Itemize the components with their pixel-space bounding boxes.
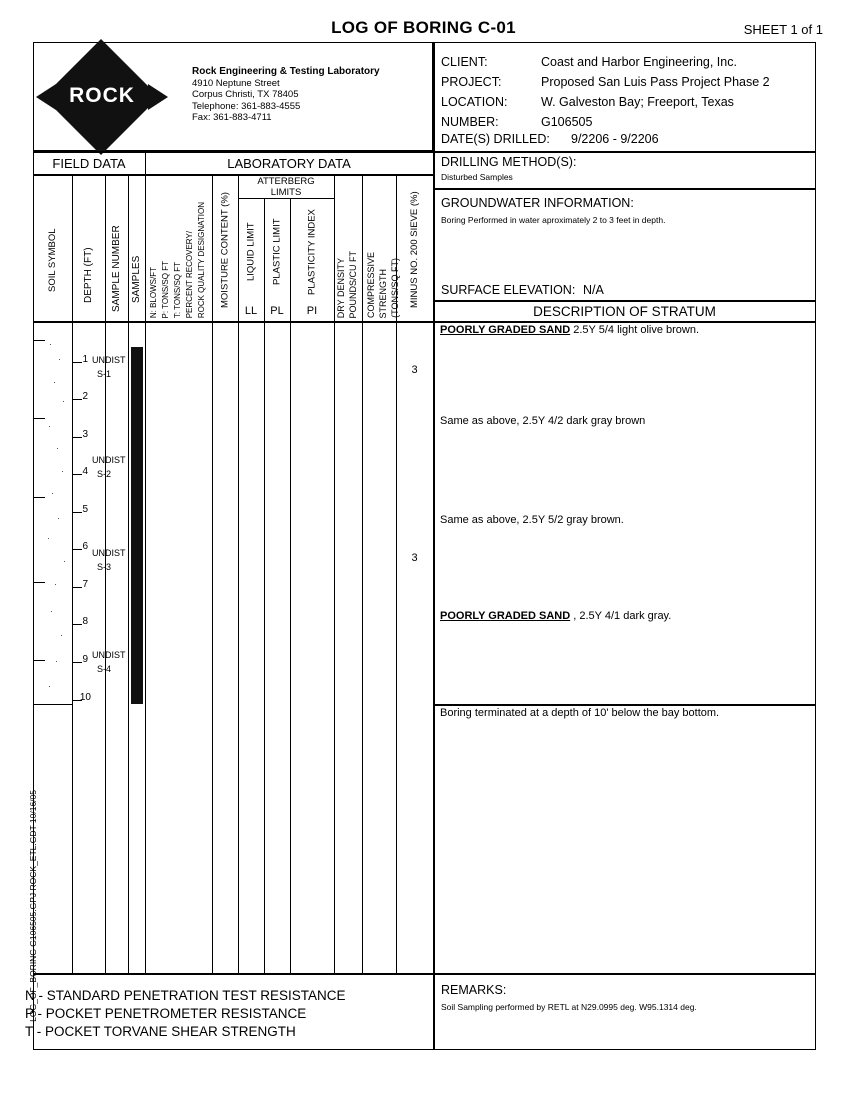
sheet-number: SHEET 1 of 1 [743, 22, 823, 37]
col-abbr-pi: PI [306, 305, 318, 317]
legend-line-n: N - STANDARD PENETRATION TEST RESISTANCE [25, 988, 346, 1003]
stratum-text: Boring terminated at a depth of 10' below the bay bottom. [440, 707, 720, 719]
legend-line-t: T - POCKET TORVANE SHEAR STRENGTH [25, 1024, 296, 1039]
sample-id: S-3 [97, 562, 112, 572]
col-label-soil-symbol: SOIL SYMBOL [47, 228, 58, 292]
divider [433, 188, 816, 190]
number-value: G106505 [541, 115, 593, 129]
sample-bar [131, 347, 143, 704]
group-header-field-data: FIELD DATA [52, 155, 126, 171]
groundwater-label: GROUNDWATER INFORMATION: [441, 196, 634, 210]
drilling-method-value: Disturbed Samples [441, 172, 513, 182]
project-value: Proposed San Luis Pass Project Phase 2 [541, 75, 770, 89]
divider [33, 321, 433, 323]
main-vertical-divider [433, 42, 435, 1050]
sample-id: S-4 [97, 664, 112, 674]
lab-fax: Fax: 361-883-4711 [192, 112, 272, 123]
sieve-value: 3 [411, 364, 418, 376]
sample-id: S-1 [97, 369, 112, 379]
col-label-depth: DEPTH (FT) [83, 247, 94, 303]
location-label: LOCATION: [441, 95, 508, 109]
stratum-text: 2.5Y 5/4 light olive brown. [570, 324, 700, 336]
client-value: Coast and Harbor Engineering, Inc. [541, 55, 737, 69]
lab-phone: Telephone: 361-883-4555 [192, 100, 301, 112]
lab-city: Corpus Christi, TX 78405 [192, 89, 299, 100]
description-header: DESCRIPTION OF STRATUM [533, 303, 716, 319]
divider [433, 151, 816, 153]
groundwater-value: Boring Performed in water aproximately 2 to 3 feet in depth. [441, 215, 666, 225]
lab-street: 4910 Neptune Street [192, 77, 280, 89]
col-label-moisture-content: MOISTURE CONTENT (%) [219, 192, 231, 308]
stratum-description [440, 514, 800, 527]
number-label: NUMBER: [441, 115, 499, 129]
soil-symbol-break [33, 497, 45, 498]
col-label-liquid-limit: LIQUID LIMIT [245, 222, 257, 282]
soil-symbol-break [33, 704, 72, 705]
stratum-description [440, 415, 800, 428]
stratum-text: Same as above, 2.5Y 4/2 dark gray brown [440, 415, 646, 427]
col-label-sample-number: SAMPLE NUMBER [111, 225, 122, 313]
dates-drilled-label: DATE(S) DRILLED: [441, 132, 550, 146]
col-abbr-ll: LL [244, 305, 258, 317]
divider [145, 152, 146, 174]
location-value: W. Galveston Bay; Freeport, Texas [541, 95, 734, 109]
boring-termination-note [440, 707, 800, 720]
sample-id: S-2 [97, 469, 112, 479]
col-label-dry-density: DRY DENSITY POUNDS/CU FT [336, 250, 358, 318]
lab-address-block [192, 66, 427, 124]
stratum-description [440, 324, 800, 337]
sample-label: UNDIST [92, 650, 126, 660]
dates-drilled-value: 9/2206 - 9/2206 [571, 132, 659, 146]
soil-symbol-break [33, 418, 45, 419]
col-label-plasticity-index: PLASTICITY INDEX [306, 209, 318, 295]
soil-symbol-pattern [46, 330, 68, 704]
sample-label: UNDIST [92, 355, 126, 365]
source-filename: LOG_OF_BORING G106505.GPJ ROCK_ETL.GDT 10/16/05 [28, 790, 38, 1022]
col-label-compressive-strength: COMPRESSIVE STRENGTH (TONS/SQ FT) [366, 251, 400, 318]
group-header-limits: LIMITS [270, 187, 302, 198]
soil-symbol-break [33, 582, 45, 583]
col-label-samples: SAMPLES [131, 255, 142, 303]
divider [433, 321, 816, 323]
col-label-minus-200-sieve: MINUS NO. 200 SIEVE (%) [409, 191, 420, 309]
sample-label: UNDIST [92, 548, 126, 558]
divider [33, 973, 816, 975]
col-label-blows: N: BLOWS/FT P: TONS/SQ FT T: TONS/SQ FT PERCENT RECOVERY/ ROCK QUALITY DESIGNATION [149, 201, 206, 318]
stratum-text: , 2.5Y 4/1 dark gray. [570, 610, 672, 622]
sieve-value: 3 [411, 552, 418, 564]
surface-elevation-value: N/A [583, 283, 604, 297]
logo-text: ROCK [69, 84, 135, 107]
stratum-text: Same as above, 2.5Y 5/2 gray brown. [440, 514, 624, 526]
stratum-name: POORLY GRADED SAND [440, 324, 571, 336]
remarks-label: REMARKS: [441, 983, 507, 997]
col-abbr-pl: PL [270, 305, 284, 317]
divider [433, 704, 816, 706]
soil-symbol-break [33, 660, 45, 661]
col-label-plastic-limit: PLASTIC LIMIT [271, 218, 283, 286]
divider [33, 174, 433, 176]
page-title: LOG OF BORING C-01 [331, 18, 516, 37]
surface-elevation-label: SURFACE ELEVATION: [441, 283, 576, 297]
stratum-name: POORLY GRADED SAND [440, 610, 571, 622]
lab-name: Rock Engineering & Testing Laboratory [192, 66, 380, 77]
drilling-method-label: DRILLING METHOD(S): [441, 155, 577, 169]
soil-symbol-break [33, 340, 45, 341]
project-label: PROJECT: [441, 75, 502, 89]
sample-label: UNDIST [92, 455, 126, 465]
divider [238, 198, 334, 199]
stratum-description [440, 610, 800, 623]
group-header-laboratory-data: LABORATORY DATA [227, 155, 351, 171]
client-label: CLIENT: [441, 55, 488, 69]
legend-line-p: P - POCKET PENETROMETER RESISTANCE [25, 1006, 307, 1021]
boring-log-page: LOG OF BORING C-01 SHEET 1 of 1 ROCK Rock Engineering & Testing Laboratory 4910 Neptune Street Corpus Christi, TX 78405 Telephone: 361-883-4555 Fax: 361-883-4711 CLIENT: Coast and Harbor Engineering, Inc. PROJECT: Proposed San Luis Pass Project Phase 2 LOCATION: W. Galveston Bay; Freeport, Texas NUMBER: G106505 DATE(S) DRILLED: 9/2206 - 9/2206 DRILLING METHOD(S): Disturbed Samples GROUNDWATER INFORMATION: Boring Performed in water aproximately 2 to 3 feet in depth. SURFACE ELEVATION: N/A DESCRIPTION OF STRATUM FIELD DATA LABORATORY DATA ATTERBERG LIMITS SOIL SYMBOL DEPTH (FT) SAMPLE NUMBER SAMPLES N: BLOWS/FT P: TONS/SQ FT T: TONS/SQ FT PERCENT RECOVERY/ ROCK QUALITY DESIGNATION MOISTURE CONTENT (%) LIQUID LIMIT PLASTIC LIMIT PLASTICITY INDEX DRY DENSITY POUNDS/CU FT COMPRESSIVE STRENGTH (TONS/SQ FT) MINUS NO. 200 SIEVE (%) LL PL PI 1 2 3 4 5 6 7 8 9 10 UNDIST S-1 UNDIST S-2 UNDIST S-3 UNDIST S-4 3 3 POORLY GRADED SAND 2.5Y 5/4 light olive brown. Same as above, 2.5Y 4/2 dark gray brown Same as above, 2.5Y 5/2 gray brown. POORLY GRADED SAND , 2.5Y 4/1 dark gray. Boring terminated at a depth of 10' below the bay bottom. N - STANDARD PENETRATION TEST RESISTANCE P - POCKET PENETROMETER RESISTANCE T - POCKET TORVANE SHEAR STRENGTH REMARKS: Soil Sampling performed by RETL at N29.0995 deg. W95.1314 deg. LOG_OF_BORING G106505.GPJ ROCK_ETL.GDT 10/16/05 [0, 0, 847, 1096]
remarks-value: Soil Sampling performed by RETL at N29.0995 deg. W95.1314 deg. [441, 1002, 697, 1012]
group-header-atterberg: ATTERBERG [257, 176, 315, 187]
